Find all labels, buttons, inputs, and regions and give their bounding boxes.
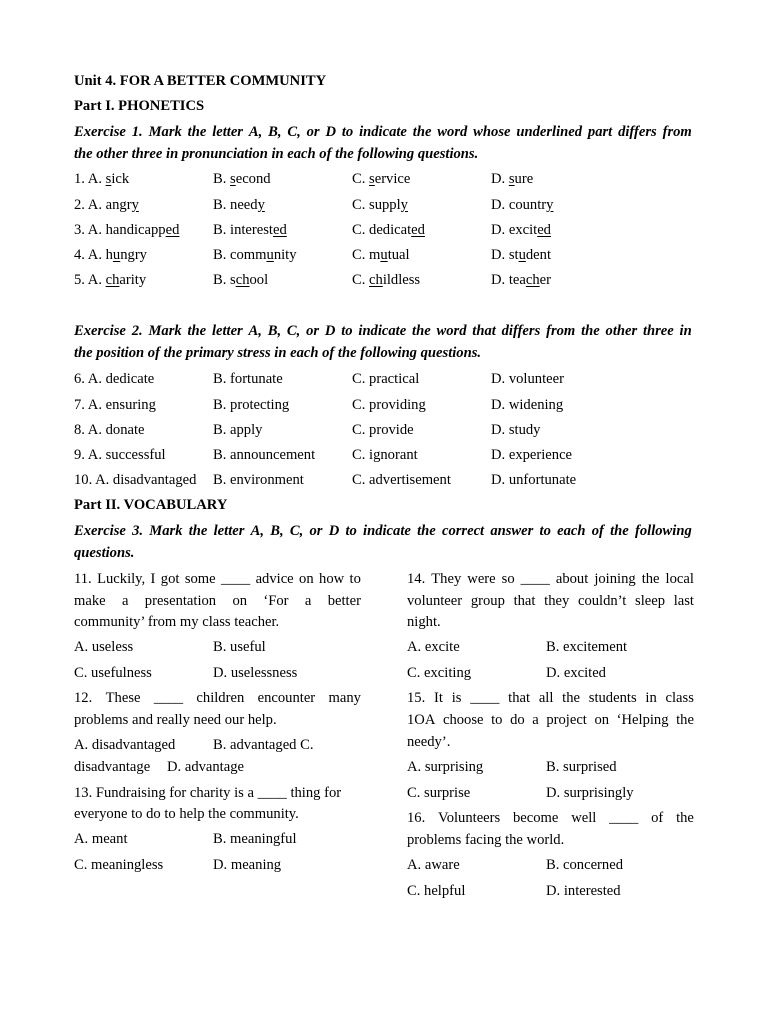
q14-option-a[interactable]: A. excite (407, 639, 460, 655)
word: C, (287, 124, 301, 140)
word: 14. (407, 571, 426, 587)
underlined-part: u (112, 247, 121, 263)
word: do (510, 712, 525, 728)
word: from (546, 323, 576, 339)
ex2-q9-option-d[interactable]: D. experience (491, 447, 573, 463)
ex1-q5-option-b[interactable]: B. school (213, 272, 269, 288)
word: It (434, 690, 443, 706)
word: the (412, 323, 431, 339)
word: three (642, 323, 674, 339)
word: to (491, 712, 503, 728)
q12-option-a[interactable]: A. disadvantaged (74, 737, 176, 753)
word: differs (501, 323, 541, 339)
q15-option-a[interactable]: A. surprising (407, 759, 484, 775)
word: volunteer (407, 593, 463, 609)
ex2-instruction-line2: the position of the primary stress in each of the following questions. (74, 345, 482, 361)
word: the (562, 690, 581, 706)
q13-option-a[interactable]: A. meant (74, 831, 128, 847)
q16-option-c[interactable]: C. helpful (407, 883, 466, 899)
ex2-instruction-line1 (74, 322, 692, 340)
word: A, (248, 323, 262, 339)
word: indicate (358, 323, 407, 339)
ex2-q8-option-c[interactable]: C. provide (352, 422, 414, 438)
q12-stem-line1 (74, 689, 361, 707)
word: Exercise (74, 124, 126, 140)
ex1-q4-option-a[interactable]: 4. A. hungry (74, 247, 147, 263)
word: word (437, 124, 468, 140)
q15-stem-line2 (407, 711, 694, 729)
underlined-part: y (257, 197, 265, 213)
ex2-q7-option-b[interactable]: B. protecting (213, 397, 290, 413)
ex1-q3-option-c[interactable]: C. dedicated (352, 222, 425, 238)
underlined-part: ed (411, 222, 425, 238)
word: part (587, 124, 613, 140)
word: they (544, 593, 570, 609)
word: or (306, 124, 320, 140)
underlined-part: u (380, 247, 388, 263)
word: ____ (609, 810, 639, 826)
underlined-part: ed (537, 222, 551, 238)
word: underlined (516, 124, 583, 140)
word: These (105, 690, 141, 706)
ex1-q3-option-b[interactable]: B. interested (213, 222, 287, 238)
word: encounter (257, 690, 316, 706)
word: Mark (149, 523, 183, 539)
part2-title: Part II. VOCABULARY (74, 497, 228, 513)
q15-stem-line3: needy’. (407, 734, 451, 750)
word: in (645, 690, 657, 706)
word: to (341, 124, 354, 140)
word: D (328, 523, 340, 539)
word: that (472, 323, 496, 339)
ex2-q7-option-d[interactable]: D. widening (491, 397, 564, 413)
word: on (594, 712, 610, 728)
word: presentation (144, 593, 217, 609)
word: to (349, 571, 361, 587)
word: class (665, 690, 694, 706)
underlined-part: ed (273, 222, 287, 238)
underlined-part: ch (369, 272, 383, 288)
word: were (467, 571, 496, 587)
word: a (121, 593, 129, 609)
word: that (513, 593, 536, 609)
word: the (187, 124, 207, 140)
word: the (676, 810, 694, 826)
ex1-q4-option-c[interactable]: C. mutual (352, 247, 410, 263)
ex2-q9-option-a[interactable]: 9. A. successful (74, 447, 166, 463)
ex2-q10-option-a[interactable]: 10. A. disadvantaged (74, 472, 197, 488)
word: how (319, 571, 345, 587)
word: so (501, 571, 515, 587)
word: the (188, 523, 208, 539)
word: A, (250, 523, 265, 539)
word: 3. (132, 523, 144, 539)
ex1-q1-option-b[interactable]: B. second (213, 171, 271, 187)
word: 1OA (407, 712, 436, 728)
ex1-q1-option-d[interactable]: D. sure (491, 171, 534, 187)
q11-stem-line3: community’ from my class teacher. (74, 614, 280, 630)
ex2-q9-option-c[interactable]: C. ignorant (352, 447, 418, 463)
q14-option-c[interactable]: C. exciting (407, 665, 472, 681)
ex2-q10-option-b[interactable]: B. environment (213, 472, 304, 488)
word: ____ (221, 571, 251, 587)
word: I (150, 571, 156, 587)
word: local (665, 571, 694, 587)
word: indicate (363, 523, 411, 539)
q15-option-b[interactable]: B. surprised (546, 759, 617, 775)
word: B, (267, 323, 282, 339)
word: differs (618, 124, 657, 140)
ex1-q2-option-a[interactable]: 2. A. angry (74, 197, 139, 213)
q16-stem-line1 (407, 809, 694, 827)
underlined-part: s (369, 171, 375, 187)
q11-stem-line2 (74, 592, 361, 610)
word: D (325, 124, 336, 140)
ex2-q6-option-c[interactable]: C. practical (352, 371, 420, 387)
word: 2. (131, 323, 143, 339)
word: ____ (153, 690, 184, 706)
ex1-q3-option-a[interactable]: 3. A. handicapped (74, 222, 180, 238)
ex3-instruction-line2: questions. (74, 545, 135, 561)
word: to (341, 323, 353, 339)
word: better (327, 593, 361, 609)
word: on (232, 593, 248, 609)
word: is (451, 690, 462, 706)
underlined-part: ed (165, 222, 180, 238)
word: the (417, 523, 436, 539)
word: Luckily, (97, 571, 146, 587)
word: 11. (74, 571, 92, 587)
q11-option-a[interactable]: A. useless (74, 639, 134, 655)
word: answer (490, 523, 534, 539)
word: C, (289, 523, 304, 539)
underlined-part: ch (525, 272, 540, 288)
word: choose (442, 712, 484, 728)
word: joining (594, 571, 636, 587)
underlined-part: y (546, 197, 554, 213)
q14-stem-line1 (407, 570, 694, 588)
q11-option-c[interactable]: C. usefulness (74, 665, 152, 681)
word: students (588, 690, 637, 706)
ex1-q3-option-d[interactable]: D. excited (491, 222, 551, 238)
word: Volunteers (438, 810, 501, 826)
word: ____ (470, 690, 500, 706)
word: some (184, 571, 216, 587)
word: ____ (520, 571, 550, 587)
ex1-q1-option-c[interactable]: C. service (352, 171, 411, 187)
word: the (610, 523, 629, 539)
word: well (571, 810, 597, 826)
q13-stem-line2: everyone to do to help the community. (74, 806, 299, 822)
word: from (662, 124, 692, 140)
word: a (532, 712, 539, 728)
ex2-q8-option-d[interactable]: D. study (491, 422, 541, 438)
underlined-part: ch (235, 272, 250, 288)
ex1-q1-option-a[interactable]: 1. A. sick (74, 171, 130, 187)
q15-option-d[interactable]: D. surprisingly (546, 785, 634, 801)
word: in (679, 323, 692, 339)
ex2-q9-option-b[interactable]: B. announcement (213, 447, 316, 463)
ex2-q7-option-c[interactable]: C. providing (352, 397, 426, 413)
word: B, (268, 124, 282, 140)
q11-option-d[interactable]: D. uselessness (213, 665, 298, 681)
word: Mark (148, 124, 182, 140)
ex2-q7-option-a[interactable]: 7. A. ensuring (74, 397, 156, 413)
word: letter (212, 124, 243, 140)
ex1-instruction-line2: the other three in pronunciation in each of the following questions. (74, 146, 479, 162)
ex1-q5-option-d[interactable]: D. teacher (491, 272, 551, 288)
q12-stem-line2: problems and really need our help. (74, 712, 277, 728)
ex3-instruction-line1 (74, 522, 692, 540)
q13-option-d[interactable]: D. meaning (213, 857, 282, 873)
q13-option-c[interactable]: C. meaningless (74, 857, 164, 873)
word: couldn’t (577, 593, 627, 609)
unit-title: Unit 4. FOR A BETTER COMMUNITY (74, 73, 327, 89)
word: become (513, 810, 559, 826)
word: of (651, 810, 664, 826)
word: D (324, 323, 336, 339)
q11-stem-line1 (74, 570, 361, 588)
q15-stem-line1 (407, 689, 694, 707)
q15-option-c[interactable]: C. surprise (407, 785, 471, 801)
q16-option-a[interactable]: A. aware (407, 857, 460, 873)
word: the (581, 323, 600, 339)
word: 15. (407, 690, 426, 706)
word: indicate (359, 124, 407, 140)
word: to (345, 523, 357, 539)
word: make (74, 593, 106, 609)
word: all (538, 690, 554, 706)
word: 1. (131, 124, 143, 140)
word: the (187, 323, 207, 339)
ex2-q10-option-c[interactable]: C. advertisement (352, 472, 451, 488)
ex1-instruction-line1 (74, 123, 692, 141)
q14-option-d[interactable]: D. excited (546, 665, 606, 681)
word: following (634, 523, 692, 539)
q13-option-b[interactable]: B. meaningful (213, 831, 297, 847)
ex2-q10-option-d[interactable]: D. unfortunate (491, 472, 577, 488)
ex1-q4-option-b[interactable]: B. community (213, 247, 297, 263)
word: the (412, 124, 432, 140)
word: Exercise (74, 523, 126, 539)
word: sleep (635, 593, 666, 609)
word: other (605, 323, 638, 339)
word: project (546, 712, 587, 728)
q16-option-d[interactable]: D. interested (546, 883, 621, 899)
word: ‘For (263, 593, 289, 609)
underlined-part: s (230, 171, 236, 187)
q16-option-b[interactable]: B. concerned (546, 857, 623, 873)
word: about (555, 571, 589, 587)
ex1-q5-option-c[interactable]: C. childless (352, 272, 421, 288)
q14-stem-line2 (407, 592, 694, 610)
underlined-part: u (266, 247, 274, 263)
word: A, (248, 124, 263, 140)
word: that (508, 690, 531, 706)
q12-option-c-cont[interactable]: disadvantage (74, 759, 151, 775)
word: got (160, 571, 180, 587)
word: last (673, 593, 694, 609)
underlined-part: u (518, 247, 526, 263)
ex2-q8-option-a[interactable]: 8. A. donate (74, 422, 145, 438)
ex2-q6-option-b[interactable]: B. fortunate (213, 371, 283, 387)
word: to (539, 523, 551, 539)
q11-option-b[interactable]: B. useful (213, 639, 266, 655)
word: children (196, 690, 245, 706)
part1-title: Part I. PHONETICS (74, 98, 205, 114)
q14-option-b[interactable]: B. excitement (546, 639, 628, 655)
q12-option-b-c[interactable]: B. advantaged C. (213, 737, 314, 753)
underlined-part: ch (105, 272, 120, 288)
word: 12. (74, 690, 93, 706)
word: on (299, 571, 314, 587)
word: whose (473, 124, 511, 140)
word: the (676, 712, 694, 728)
ex1-q2-option-b[interactable]: B. needy (213, 197, 265, 213)
q12-option-d[interactable]: D. advantage (167, 759, 244, 775)
word: word (436, 323, 467, 339)
word: correct (441, 523, 485, 539)
q13-stem-line1: 13. Fundraising for charity is a ____ thing for (74, 785, 342, 801)
word: or (306, 323, 320, 339)
ex1-q2-option-c[interactable]: C. supply (352, 197, 408, 213)
q14-stem-line3: night. (407, 614, 441, 630)
ex2-q6-option-a[interactable]: 6. A. dedicate (74, 371, 155, 387)
word: or (309, 523, 323, 539)
q16-stem-line2: problems facing the world. (407, 832, 565, 848)
ex2-q8-option-b[interactable]: B. apply (213, 422, 263, 438)
word: many (328, 690, 361, 706)
ex1-q4-option-d[interactable]: D. student (491, 247, 552, 263)
underlined-part: y (131, 197, 139, 213)
word: Exercise (74, 323, 126, 339)
word: letter (213, 523, 245, 539)
word: a (304, 593, 312, 609)
word: advice (255, 571, 294, 587)
underlined-part: s (508, 171, 515, 187)
word: ‘Helping (616, 712, 669, 728)
word: Mark (148, 323, 182, 339)
word: They (431, 571, 462, 587)
word: B, (270, 523, 284, 539)
word: C, (286, 323, 301, 339)
ex1-q2-option-d[interactable]: D. country (491, 197, 554, 213)
word: 16. (407, 810, 426, 826)
word: each (557, 523, 586, 539)
ex2-q6-option-d[interactable]: D. volunteer (491, 371, 564, 387)
underlined-part: s (105, 171, 112, 187)
word: letter (211, 323, 243, 339)
word: of (591, 523, 604, 539)
ex1-q5-option-a[interactable]: 5. A. charity (74, 272, 147, 288)
word: the (641, 571, 660, 587)
word: group (470, 593, 505, 609)
underlined-part: y (400, 197, 408, 213)
